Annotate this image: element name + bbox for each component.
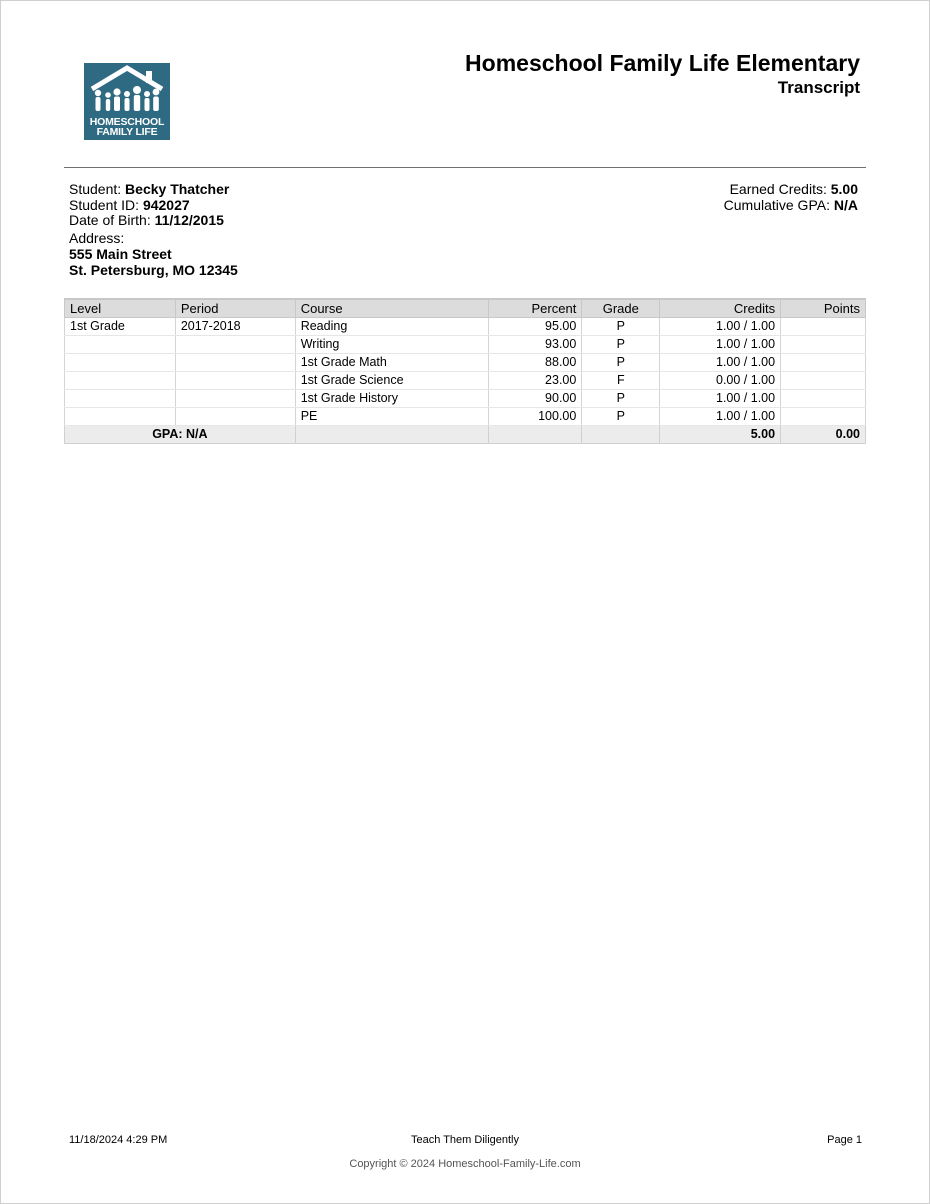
course-cell: PE [295, 408, 489, 426]
col-header-course: Course [295, 299, 489, 318]
header-divider [64, 167, 866, 168]
credits-cell: 1.00 / 1.00 [660, 336, 781, 354]
totals-grade-cell [582, 426, 660, 444]
footer-copyright: Copyright © 2024 Homeschool-Family-Life.com [349, 1158, 581, 1170]
document-title: Transcript [777, 78, 860, 97]
totals-row [65, 426, 866, 444]
student-address [69, 230, 238, 278]
points-total: 0.00 [781, 426, 866, 444]
student-info [69, 182, 229, 229]
grade-cell: P [582, 336, 660, 354]
grade-cell: P [582, 354, 660, 372]
col-header-points: Points [781, 299, 866, 318]
course-cell: 1st Grade History [295, 390, 489, 408]
col-header-percent: Percent [489, 299, 582, 318]
level-cell: 1st Grade [65, 318, 176, 336]
gpa-total: GPA: N/A [65, 426, 296, 444]
percent-cell: 23.00 [489, 372, 582, 390]
table-row [65, 408, 866, 426]
grade-cell: F [582, 372, 660, 390]
address-label: Address: [69, 230, 125, 246]
earned-credits-label: Earned Credits: [729, 181, 827, 197]
credits-cell: 1.00 / 1.00 [660, 390, 781, 408]
footer-motto: Teach Them Diligently [410, 1134, 519, 1146]
percent-cell: 100.00 [489, 408, 582, 426]
school-logo [84, 63, 170, 140]
address-line2: St. Petersburg, MO 12345 [69, 262, 238, 278]
grade-cell: P [582, 408, 660, 426]
level-cell [65, 336, 176, 354]
credits-cell: 1.00 / 1.00 [660, 318, 781, 336]
cumulative-gpa-value: N/A [833, 196, 858, 213]
cumulative-gpa-label: Cumulative GPA: [723, 196, 830, 213]
points-cell [781, 408, 866, 426]
dob-line [69, 213, 229, 229]
percent-cell: 95.00 [489, 318, 582, 336]
level-cell [65, 372, 176, 390]
student-id-label: Student ID: [69, 196, 140, 213]
credits-total: 5.00 [660, 426, 781, 444]
points-cell [781, 354, 866, 372]
credits-cell: 1.00 / 1.00 [660, 408, 781, 426]
course-table [64, 298, 866, 444]
level-cell [65, 408, 176, 426]
dob-value: 11/12/2015 [154, 212, 224, 228]
percent-cell: 90.00 [489, 390, 582, 408]
col-header-period: Period [175, 299, 295, 318]
totals-course-cell [295, 426, 489, 444]
level-cell [65, 354, 176, 372]
table-row [65, 336, 866, 354]
col-header-credits: Credits [660, 299, 781, 318]
dob-label: Date of Birth: [69, 212, 151, 228]
student-id: 942027 [142, 196, 190, 213]
course-cell: Writing [295, 336, 489, 354]
earned-credits-line [724, 182, 858, 198]
logo-text-line2: FAMILY LIFE [96, 126, 158, 138]
school-name: Homeschool Family Life Elementary [465, 50, 860, 76]
period-cell: 2017-2018 [175, 318, 295, 336]
credits-cell: 1.00 / 1.00 [660, 354, 781, 372]
student-name-label: Student: [69, 181, 122, 197]
course-cell: Reading [295, 318, 489, 336]
footer-page-number: Page 1 [827, 1134, 862, 1146]
percent-cell: 93.00 [489, 336, 582, 354]
credits-cell: 0.00 / 1.00 [660, 372, 781, 390]
table-row [65, 390, 866, 408]
period-cell [175, 390, 295, 408]
earned-credits-value: 5.00 [830, 181, 858, 197]
period-cell [175, 336, 295, 354]
table-row [65, 372, 866, 390]
points-cell [781, 372, 866, 390]
cumulative-gpa-line [724, 198, 858, 214]
table-row [65, 354, 866, 372]
credit-summary [724, 182, 858, 213]
points-cell [781, 390, 866, 408]
percent-cell: 88.00 [489, 354, 582, 372]
points-cell [781, 318, 866, 336]
student-name: Becky Thatcher [125, 181, 230, 197]
table-row [65, 318, 866, 336]
student-id-line [69, 198, 229, 214]
logo-text-line1: HOMESCHOOL [89, 116, 165, 128]
col-header-grade: Grade [582, 299, 660, 318]
period-cell [175, 372, 295, 390]
address-line1: 555 Main Street [69, 246, 172, 262]
level-cell [65, 390, 176, 408]
totals-percent-cell [489, 426, 582, 444]
period-cell [175, 354, 295, 372]
course-cell: 1st Grade Science [295, 372, 489, 390]
col-header-level: Level [65, 299, 176, 318]
footer-timestamp: 11/18/2024 4:29 PM [69, 1134, 168, 1146]
period-cell [175, 408, 295, 426]
grade-cell: P [582, 390, 660, 408]
course-cell: 1st Grade Math [295, 354, 489, 372]
student-name-line [69, 182, 229, 198]
points-cell [781, 336, 866, 354]
table-header-row [65, 299, 866, 318]
grade-cell: P [582, 318, 660, 336]
